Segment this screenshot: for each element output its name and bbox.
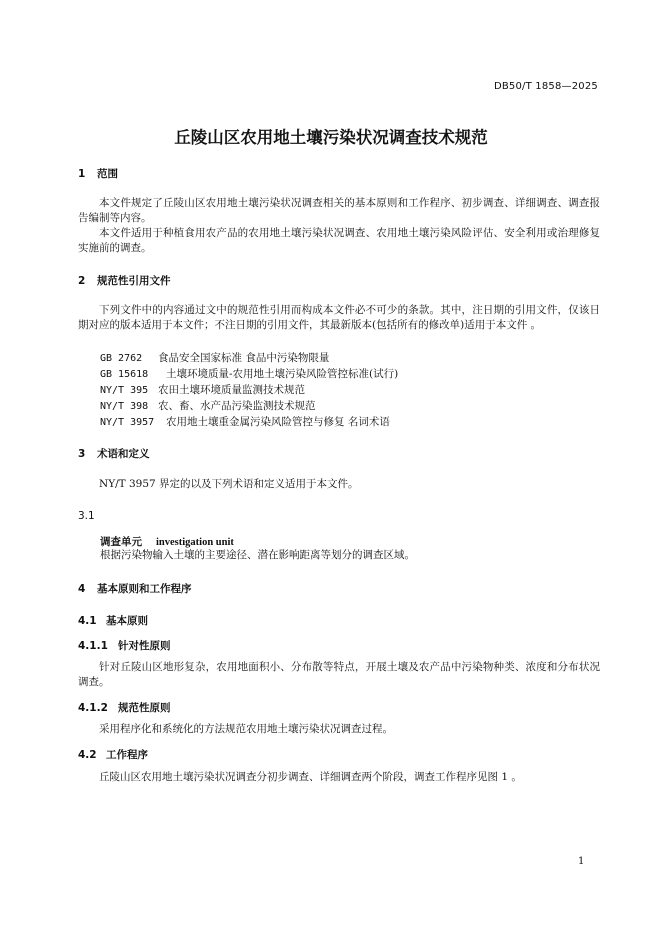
section-number: 4.2	[78, 749, 97, 761]
subsection-4-1-1-heading	[78, 638, 171, 653]
section-number: 4.1.1	[78, 640, 108, 652]
reference-item	[100, 398, 316, 413]
section-number: 4	[78, 583, 86, 595]
section-title: 基本原则和工作程序	[97, 583, 192, 595]
section-number: 3	[78, 448, 86, 460]
section-number: 2	[78, 275, 86, 287]
section-1-heading	[78, 166, 118, 181]
reference-item	[100, 382, 305, 397]
scope-paragraph-1: 本文件规定了丘陵山区农用地土壤污染状况调查相关的基本原则和工作程序、初步调查、详细调查、调查报告编制等内容。	[78, 197, 600, 224]
reference-item	[100, 350, 329, 365]
term-english: investigation unit	[156, 537, 234, 548]
section-4-heading	[78, 581, 192, 596]
section-title: 规范性引用文件	[97, 275, 171, 287]
document-title: 丘陵山区农用地土壤污染状况调查技术规范	[174, 128, 488, 147]
section-title: 针对性原则	[118, 640, 171, 652]
reference-item	[100, 414, 390, 429]
section-2-heading	[78, 273, 171, 288]
reference-code: GB 2762	[100, 353, 143, 364]
section-title: 基本原则	[106, 615, 148, 627]
section-3-heading	[78, 446, 150, 461]
section-number: 1	[78, 168, 86, 180]
scope-paragraph-2: 本文件适用于种植食用农产品的农用地土壤污染状况调查、农用地土壤污染风险评估、安全利用或治理修复实施前的调查。	[78, 227, 600, 254]
section-title: 工作程序	[106, 749, 148, 761]
subsection-4-1-heading	[78, 613, 148, 628]
reference-title: 食品安全国家标准 食品中污染物限量	[158, 352, 330, 364]
reference-title: 土壤环境质量-农用地土壤污染风险管控标准(试行)	[166, 368, 399, 380]
subsection-4-2-heading	[78, 747, 148, 762]
work-procedure-paragraph: 丘陵山区农用地土壤污染状况调查分初步调查、详细调查两个阶段，调查工作程序见图 1 。	[99, 771, 522, 783]
reference-title: 农用地土壤重金属污染风险管控与修复 名词术语	[166, 416, 390, 428]
reference-code: GB 15618	[100, 369, 149, 380]
section-title: 规范性原则	[118, 702, 171, 714]
reference-code: NY/T 3957	[100, 417, 155, 428]
subsection-3-1-number: 3.1	[78, 510, 95, 522]
reference-code: NY/T 398	[100, 401, 149, 412]
targeted-principle-paragraph: 针对丘陵山区地形复杂，农用地面积小、分布散等特点，开展土壤及农产品中污染物种类、浓度和分布状况调查。	[78, 661, 600, 688]
reference-title: 农田土壤环境质量监测技术规范	[158, 384, 305, 396]
normative-references-paragraph: 下列文件中的内容通过文中的规范性引用而构成本文件必不可少的条款。其中，注日期的引用文件，仅该日期对应的版本适用于本文件；不注日期的引用文件，其最新版本(包括所有的修改单)适用于本文件 。	[78, 304, 600, 331]
section-title: 范围	[97, 168, 118, 180]
section-number: 4.1.2	[78, 702, 108, 714]
page-number: 1	[578, 856, 585, 867]
term-chinese: 调查单元	[100, 536, 142, 548]
section-number: 4.1	[78, 615, 97, 627]
reference-item	[100, 366, 398, 381]
term-definition: 根据污染物输入土壤的主要途径、潜在影响距离等划分的调查区域。	[100, 549, 415, 561]
term-entry	[100, 534, 234, 549]
subsection-4-1-2-heading	[78, 700, 171, 715]
section-title: 术语和定义	[97, 448, 150, 460]
reference-title: 农、畜、水产品污染监测技术规范	[158, 400, 316, 412]
terms-intro-paragraph: NY/T 3957 界定的以及下列术语和定义适用于本文件。	[99, 478, 359, 490]
normative-principle-paragraph: 采用程序化和系统化的方法规范农用地土壤污染状况调查过程。	[99, 723, 393, 735]
reference-code: NY/T 395	[100, 385, 149, 396]
document-code: DB50/T 1858—2025	[493, 81, 598, 92]
